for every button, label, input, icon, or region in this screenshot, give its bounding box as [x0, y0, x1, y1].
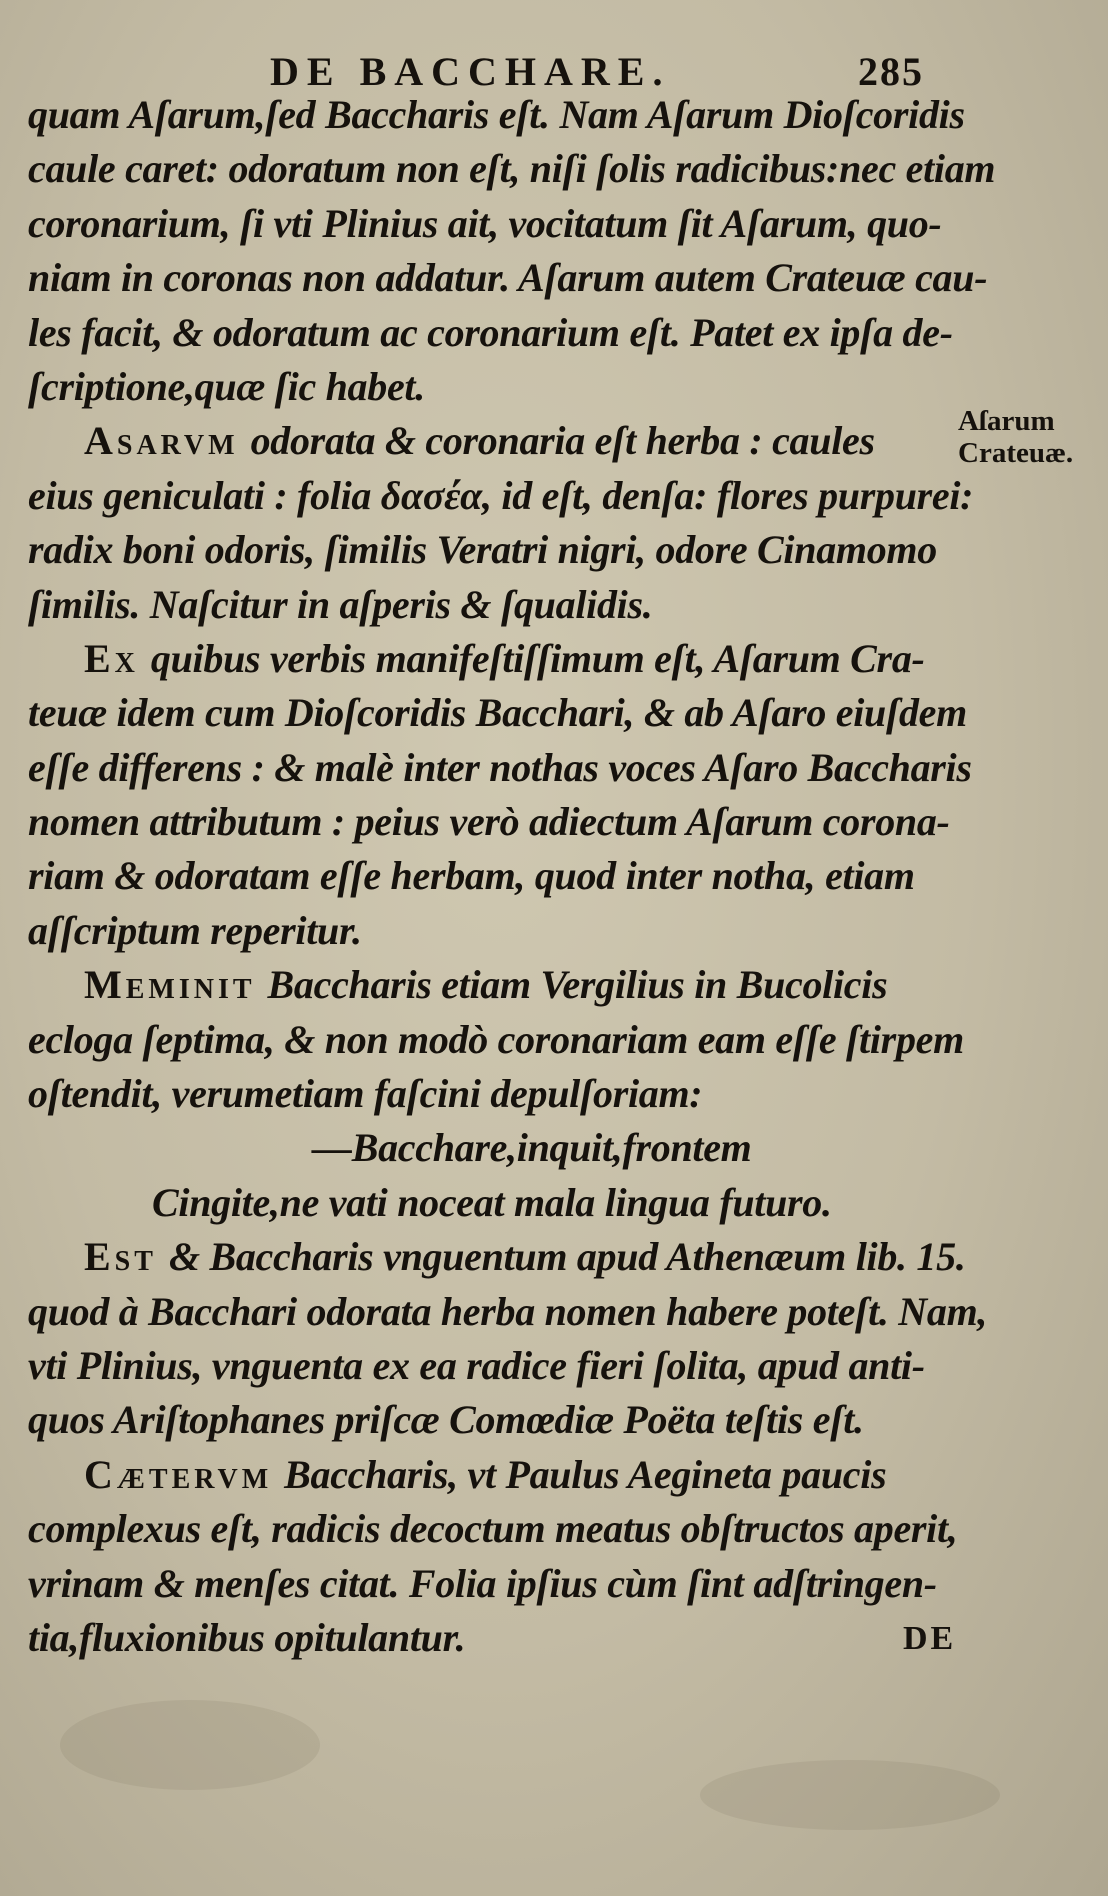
text-line: vrinam & menſes citat. Folia ipſius cùm ſint adſtringen-	[28, 1560, 937, 1606]
paragraph-start: Est & Baccharis vnguentum apud Athenæum lib. 15.	[84, 1234, 966, 1280]
text-line: caule caret: odoratum non eſt, niſi ſolis radicibus:nec etiam	[28, 146, 996, 192]
text-line: ſimilis. Naſcitur in aſperis & ſqualidis.	[28, 581, 653, 627]
text-line: teuæ idem cum Dioſcoridis Bacchari, & ab Aſaro eiuſdem	[28, 690, 967, 736]
text-line: ſcriptione,quæ ſic habet.	[28, 363, 425, 409]
text-line: ecloga ſeptima, & non modò coronariam eam eſſe ſtirpem	[28, 1016, 964, 1062]
text-line: niam in coronas non addatur. Aſarum autem Crateuæ cau-	[28, 255, 988, 301]
text-line: eius geniculati : folia δασέα, id eſt, denſa: flores purpurei:	[28, 472, 974, 518]
paragraph-start: Meminit Baccharis etiam Vergilius in Bucolicis	[84, 962, 888, 1008]
catchword: DE	[903, 1620, 957, 1657]
page-number: 285	[858, 49, 924, 94]
paragraph-start: Cætervm Baccharis, vt Paulus Aegineta paucis	[84, 1451, 887, 1497]
lead-word: Cætervm	[84, 1451, 273, 1497]
text-line: vti Plinius, vnguenta ex ea radice fieri ſolita, apud anti-	[28, 1342, 925, 1388]
verse-line: Cingite,ne vati noceat mala lingua futuro.	[152, 1179, 832, 1225]
margin-note	[958, 405, 1098, 469]
text-line: eſſe differens : & malè inter nothas voces Aſaro Baccharis	[28, 744, 972, 790]
text-line: nomen attributum : peius verò adiectum Aſarum corona-	[28, 799, 950, 845]
text-line: les facit, & odoratum ac coronarium eſt. Patet ex ipſa de-	[28, 309, 953, 355]
body-text	[28, 88, 996, 1665]
text-line: quam Aſarum,ſed Baccharis eſt. Nam Aſarum Dioſcoridis	[28, 92, 965, 137]
margin-note-line: Aſarum	[958, 405, 1055, 437]
text-line: tia,fluxionibus opitulantur.	[28, 1614, 466, 1660]
text-line: oſtendit, verumetiam faſcini depulſoriam:	[28, 1071, 703, 1117]
text-line: coronarium, ſi vti Plinius ait, vocitatum ſit Aſarum, quo-	[28, 200, 942, 246]
paper-stain	[60, 1700, 320, 1790]
lead-word: Asarvm	[84, 418, 239, 464]
paper-stain	[700, 1760, 1000, 1830]
lead-word: Est	[84, 1234, 157, 1280]
lead-word: Meminit	[84, 962, 256, 1008]
margin-note-line: Crateuæ.	[958, 437, 1074, 469]
verse-line: —Bacchare,inquit,frontem	[312, 1125, 752, 1171]
text-line: riam & odoratam eſſe herbam, quod inter notha, etiam	[28, 853, 915, 899]
text-line: quos Ariſtophanes priſcæ Comœdiæ Poëta teſtis eſt.	[28, 1397, 864, 1443]
text-line: aſſcriptum reperitur.	[28, 907, 362, 953]
paragraph-start: Asarvm odorata & coronaria eſt herba : caules	[84, 418, 875, 464]
text-line: quod à Bacchari odorata herba nomen habere poteſt. Nam,	[28, 1288, 988, 1334]
running-head: DE BACCHARE.	[270, 49, 671, 94]
text-line: complexus eſt, radicis decoctum meatus obſtructos aperit,	[28, 1506, 958, 1552]
text-line: radix boni odoris, ſimilis Veratri nigri, odore Cinamomo	[28, 527, 937, 573]
lead-word: Ex	[84, 635, 139, 681]
paragraph-start: Ex quibus verbis manifeſtiſſimum eſt, Aſarum Cra-	[84, 635, 925, 681]
